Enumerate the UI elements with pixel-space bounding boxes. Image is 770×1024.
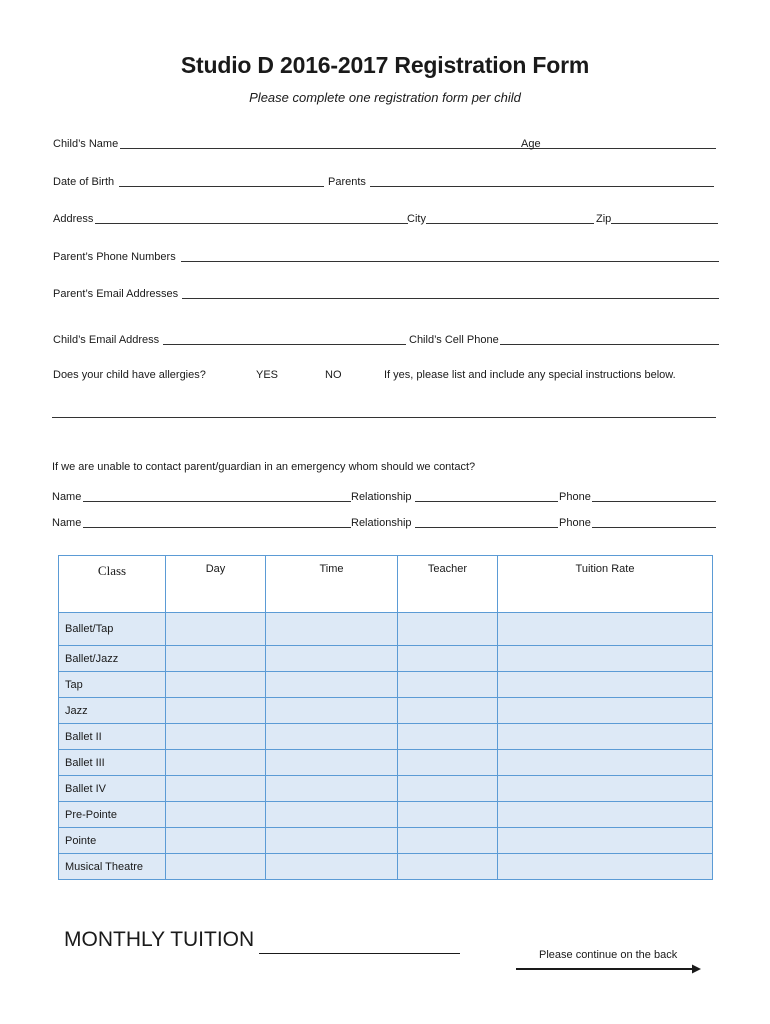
tuition-rate-column-header: Tuition Rate: [498, 556, 713, 613]
emergency-relationship-field[interactable]: [415, 501, 558, 502]
tuition-rate-cell[interactable]: [498, 776, 713, 802]
day-cell[interactable]: [166, 828, 266, 854]
teacher-cell[interactable]: [398, 750, 498, 776]
teacher-cell[interactable]: [398, 672, 498, 698]
allergies-yes-option[interactable]: YES: [256, 369, 279, 381]
child-cell-label: Child’s Cell Phone: [409, 334, 499, 346]
tuition-rate-cell[interactable]: [498, 854, 713, 880]
class-name-cell: Pre-Pointe: [59, 802, 166, 828]
child-name-label: Child’s Name: [53, 138, 119, 150]
form-subtitle: Please complete one registration form per child: [249, 90, 521, 105]
form-title: Studio D 2016-2017 Registration Form: [180, 52, 590, 78]
emergency-relationship-label: Relationship: [351, 517, 412, 529]
address-row: [53, 209, 719, 227]
age-label: Age: [521, 138, 541, 150]
allergies-instructions: If yes, please list and include any special instructions below.: [384, 369, 676, 381]
time-column-header: Time: [266, 556, 398, 613]
teacher-cell[interactable]: [398, 854, 498, 880]
day-cell[interactable]: [166, 724, 266, 750]
child-name-row: [53, 134, 717, 152]
emergency-name-field[interactable]: [83, 527, 351, 528]
table-row: [59, 828, 713, 854]
arrow-right-icon: [516, 963, 702, 975]
parents-field[interactable]: [370, 186, 714, 187]
monthly-tuition-label: MONTHLY TUITION: [64, 928, 255, 951]
continue-note: Please continue on the back: [539, 949, 678, 961]
time-cell[interactable]: [266, 646, 398, 672]
emergency-name-label: Name: [52, 491, 82, 503]
time-cell[interactable]: [266, 698, 398, 724]
emergency-contact-row-2: [52, 513, 717, 531]
day-cell[interactable]: [166, 802, 266, 828]
time-cell[interactable]: [266, 854, 398, 880]
emergency-relationship-field[interactable]: [415, 527, 558, 528]
class-name-cell: Jazz: [59, 698, 166, 724]
table-row: [59, 698, 713, 724]
teacher-cell[interactable]: [398, 724, 498, 750]
emergency-name-field[interactable]: [83, 501, 351, 502]
emergency-phone-field[interactable]: [592, 527, 716, 528]
child-contact-row: [53, 330, 719, 348]
allergies-notes-field[interactable]: [52, 417, 716, 418]
tuition-rate-cell[interactable]: [498, 750, 713, 776]
time-cell[interactable]: [266, 750, 398, 776]
child-name-field[interactable]: [120, 148, 573, 149]
parent-email-label: Parent’s Email Addresses: [53, 288, 179, 300]
day-cell[interactable]: [166, 672, 266, 698]
child-email-field[interactable]: [163, 344, 406, 345]
day-cell[interactable]: [166, 854, 266, 880]
time-cell[interactable]: [266, 776, 398, 802]
teacher-cell[interactable]: [398, 646, 498, 672]
time-cell[interactable]: [266, 802, 398, 828]
monthly-tuition-field[interactable]: [259, 953, 460, 954]
class-name-cell: Pointe: [59, 828, 166, 854]
table-row: [59, 724, 713, 750]
time-cell[interactable]: [266, 672, 398, 698]
day-cell[interactable]: [166, 646, 266, 672]
emergency-phone-field[interactable]: [592, 501, 716, 502]
emergency-question: If we are unable to contact parent/guardian in an emergency whom should we contact?: [52, 461, 476, 473]
zip-field[interactable]: [611, 223, 718, 224]
day-column-header: Day: [166, 556, 266, 613]
dob-row: [53, 172, 717, 190]
class-name-cell: Ballet/Jazz: [59, 646, 166, 672]
day-cell[interactable]: [166, 698, 266, 724]
teacher-cell[interactable]: [398, 828, 498, 854]
day-cell[interactable]: [166, 613, 266, 646]
class-column-header: Class: [59, 556, 166, 613]
day-cell[interactable]: [166, 750, 266, 776]
emergency-relationship-label: Relationship: [351, 491, 412, 503]
tuition-rate-cell[interactable]: [498, 646, 713, 672]
time-cell[interactable]: [266, 724, 398, 750]
table-header-row: [59, 556, 713, 613]
emergency-name-label: Name: [52, 517, 82, 529]
child-email-label: Child’s Email Address: [53, 334, 160, 346]
tuition-rate-cell[interactable]: [498, 672, 713, 698]
teacher-cell[interactable]: [398, 613, 498, 646]
allergies-no-option[interactable]: NO: [325, 369, 342, 381]
teacher-cell[interactable]: [398, 802, 498, 828]
class-name-cell: Ballet/Tap: [59, 613, 166, 646]
parent-phone-field[interactable]: [181, 261, 719, 262]
class-name-cell: Musical Theatre: [59, 854, 166, 880]
table-row: [59, 802, 713, 828]
table-row: [59, 750, 713, 776]
table-row: [59, 854, 713, 880]
age-field[interactable]: [541, 148, 716, 149]
allergies-question: Does your child have allergies?: [53, 369, 206, 381]
day-cell[interactable]: [166, 776, 266, 802]
tuition-rate-cell[interactable]: [498, 698, 713, 724]
tuition-rate-cell[interactable]: [498, 802, 713, 828]
emergency-phone-label: Phone: [559, 517, 591, 529]
parent-phone-label: Parent’s Phone Numbers: [53, 251, 176, 263]
teacher-cell[interactable]: [398, 776, 498, 802]
teacher-cell[interactable]: [398, 698, 498, 724]
table-row: [59, 776, 713, 802]
dob-field[interactable]: [119, 186, 324, 187]
emergency-contact-row-1: [52, 487, 717, 505]
parent-phone-row: [53, 247, 719, 265]
table-row: [59, 613, 713, 646]
tuition-rate-cell[interactable]: [498, 828, 713, 854]
class-name-cell: Tap: [59, 672, 166, 698]
class-name-cell: Ballet II: [59, 724, 166, 750]
zip-label: Zip: [596, 213, 612, 225]
parents-label: Parents: [328, 176, 366, 188]
address-field[interactable]: [95, 223, 408, 224]
time-cell[interactable]: [266, 613, 398, 646]
tuition-rate-cell[interactable]: [498, 613, 713, 646]
table-row: [59, 646, 713, 672]
emergency-phone-label: Phone: [559, 491, 591, 503]
city-label: City: [407, 213, 426, 225]
class-name-cell: Ballet IV: [59, 776, 166, 802]
parent-email-row: [53, 284, 719, 302]
child-cell-field[interactable]: [500, 344, 719, 345]
time-cell[interactable]: [266, 828, 398, 854]
teacher-column-header: Teacher: [398, 556, 498, 613]
parent-email-field[interactable]: [182, 298, 719, 299]
address-label: Address: [53, 213, 94, 225]
class-schedule-table: [58, 555, 713, 880]
city-field[interactable]: [426, 223, 594, 224]
tuition-rate-cell[interactable]: [498, 724, 713, 750]
dob-label: Date of Birth: [53, 176, 115, 188]
class-name-cell: Ballet III: [59, 750, 166, 776]
table-row: [59, 672, 713, 698]
